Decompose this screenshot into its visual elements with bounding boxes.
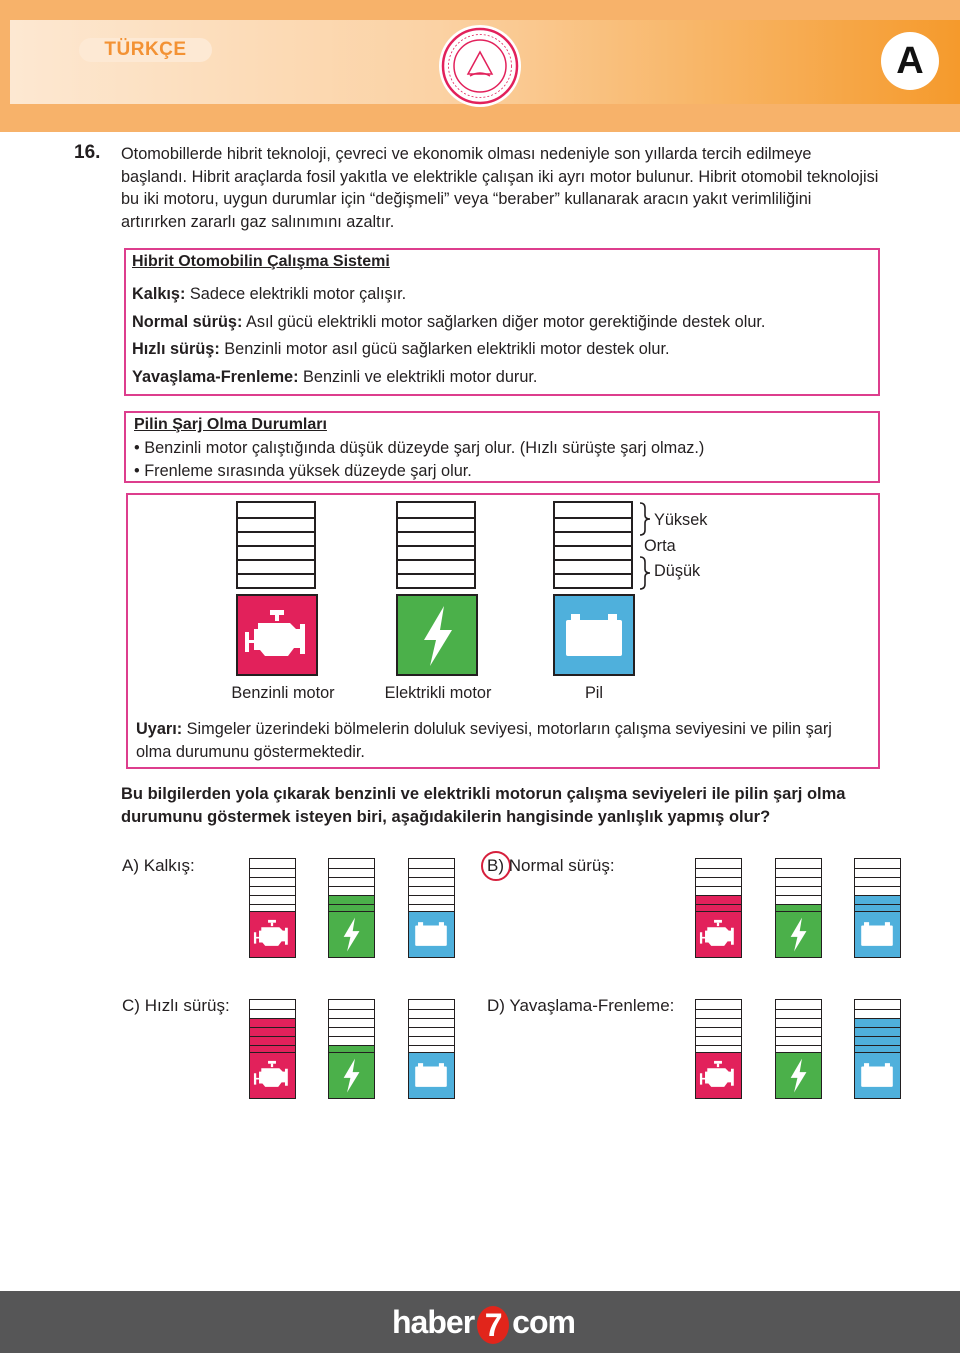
meter-segment <box>776 1036 821 1045</box>
footer-logo-left: haber <box>392 1304 475 1340</box>
footer-logo-number: 7 <box>477 1306 509 1344</box>
meter-segment <box>696 859 741 868</box>
meter-segment <box>776 868 821 877</box>
option-level-meter <box>408 858 455 914</box>
lightning-icon <box>775 911 822 958</box>
battery-icon <box>854 1052 901 1099</box>
meter-segment <box>250 1009 295 1018</box>
meter-segment <box>409 1027 454 1036</box>
meter-segment <box>250 1036 295 1045</box>
working-system-title: Hibrit Otomobilin Çalışma Sistemi <box>132 253 390 270</box>
meter-segment <box>409 895 454 904</box>
working-system-box <box>124 248 880 396</box>
meter-segment <box>329 877 374 886</box>
question-number: 16. <box>74 142 101 163</box>
meter-segment <box>855 1036 900 1045</box>
meter-segment <box>409 1018 454 1027</box>
option-level-meter <box>328 999 375 1055</box>
meter-segment <box>696 1036 741 1045</box>
meter-segment <box>329 1036 374 1045</box>
meter-segment <box>776 1009 821 1018</box>
meter-segment <box>696 1000 741 1009</box>
meter-segment <box>855 1027 900 1036</box>
engine-level-meter <box>236 501 316 589</box>
system-row-braking: Yavaşlama-Frenleme: Benzinli ve elektrikli motor durur. <box>132 368 538 386</box>
meter-segment <box>776 886 821 895</box>
level-low-label: Düşük <box>654 562 701 580</box>
engine-icon <box>695 911 742 958</box>
meter-segment <box>409 877 454 886</box>
battery-caption: Pil <box>584 684 604 702</box>
meter-segment <box>329 886 374 895</box>
level-high-label: Yüksek <box>654 511 708 529</box>
lightning-icon <box>396 594 478 676</box>
meter-segment <box>776 1000 821 1009</box>
charging-title: Pilin Şarj Olma Durumları <box>134 416 327 433</box>
question-stem: Otomobillerde hibrit teknoloji, çevreci ve ekonomik olması nedeniyle son yıllarda tercih edilmeye başlandı. Hibrit araçlarda fosil yakıtla ve elektrikle çalışan iki ayrı motor bulunur. Hibrit otomobil teknolojisi bu iki motoru, uygun durumlar için “değişmeli” veya “beraber” kullanarak aracın yakıt verimliliğini artırırken zararlı gaz salınımını azaltır. <box>121 145 879 231</box>
footer-bar <box>0 1291 960 1353</box>
legend-box <box>126 493 880 769</box>
meter-segment <box>696 1009 741 1018</box>
meter-segment <box>776 1027 821 1036</box>
option-level-meter <box>695 858 742 914</box>
meter-segment <box>329 1027 374 1036</box>
meter-segment <box>329 1000 374 1009</box>
meter-segment <box>776 1018 821 1027</box>
charging-item: • Frenleme sırasında yüksek düzeyde şarj olur. <box>134 462 472 480</box>
meter-segment <box>776 877 821 886</box>
electric-level-meter <box>396 501 476 589</box>
meter-segment <box>250 895 295 904</box>
meter-segment <box>696 886 741 895</box>
option-level-meter <box>328 858 375 914</box>
engine-icon <box>695 1052 742 1099</box>
meter-segment <box>696 895 741 904</box>
engine-caption: Benzinli motor <box>231 684 335 702</box>
meter-segment <box>409 1009 454 1018</box>
engine-icon <box>249 1052 296 1099</box>
system-row-normal: Normal sürüş: Asıl gücü elektrikli motor sağlarken diğer motor gerektiğinde destek olur. <box>132 313 766 331</box>
option-level-meter <box>854 858 901 914</box>
high-level-brace <box>638 502 652 541</box>
meter-segment <box>855 1009 900 1018</box>
footer-divider <box>0 1283 960 1286</box>
meter-segment <box>250 1027 295 1036</box>
charging-box <box>124 411 880 483</box>
meter-segment <box>409 886 454 895</box>
meter-segment <box>250 1000 295 1009</box>
meter-segment <box>855 1018 900 1027</box>
legend-warning: Uyarı: Simgeler üzerindeki bölmelerin doluluk seviyesi, motorların çalışma seviyesini ve pilin şarj olma durumunu göstermektedir. <box>136 720 832 761</box>
footer-logo <box>392 1299 575 1345</box>
meter-segment <box>250 886 295 895</box>
meter-segment <box>696 1027 741 1036</box>
meter-segment <box>855 1000 900 1009</box>
option-level-meter <box>854 999 901 1055</box>
meter-segment <box>776 859 821 868</box>
option-b-label: B) Normal sürüş: <box>487 856 615 875</box>
meter-segment <box>855 868 900 877</box>
option-level-meter <box>695 999 742 1055</box>
meter-segment <box>855 886 900 895</box>
low-level-brace <box>638 556 652 595</box>
level-mid-label: Orta <box>644 537 676 555</box>
meter-segment <box>409 868 454 877</box>
battery-icon <box>408 911 455 958</box>
meter-segment <box>409 1000 454 1009</box>
option-level-meter <box>249 858 296 914</box>
option-level-meter <box>249 999 296 1055</box>
system-row-fast: Hızlı sürüş: Benzinli motor asıl gücü sağlarken elektrikli motor destek olur. <box>132 340 670 358</box>
meter-segment <box>409 859 454 868</box>
lightning-icon <box>328 1052 375 1099</box>
ministry-seal-icon <box>438 24 522 108</box>
meter-segment <box>696 1018 741 1027</box>
meter-segment <box>855 895 900 904</box>
meter-segment <box>329 1018 374 1027</box>
option-level-meter <box>408 999 455 1055</box>
meter-segment <box>696 868 741 877</box>
booklet-type-badge: A <box>881 32 939 90</box>
subject-badge: TÜRKÇE <box>79 38 212 62</box>
charging-item: • Benzinli motor çalıştığında düşük düzeyde şarj olur. (Hızlı sürüşte şarj olmaz.) <box>134 439 705 457</box>
electric-caption: Elektrikli motor <box>384 684 492 702</box>
meter-segment <box>855 877 900 886</box>
meter-segment <box>329 859 374 868</box>
footer-logo-right: com <box>512 1304 575 1340</box>
meter-segment <box>250 877 295 886</box>
meter-segment <box>250 868 295 877</box>
lightning-icon <box>775 1052 822 1099</box>
meter-segment <box>329 868 374 877</box>
battery-icon <box>408 1052 455 1099</box>
question-prompt: Bu bilgilerden yola çıkarak benzinli ve elektrikli motorun çalışma seviyeleri ile pilin şarj olma durumunu göstermek isteyen biri, aşağıdakilerin hangisinde yanlışlık yapmış olur? <box>121 785 846 826</box>
meter-segment <box>776 895 821 904</box>
meter-segment <box>696 877 741 886</box>
meter-segment <box>855 859 900 868</box>
option-level-meter <box>775 999 822 1055</box>
battery-icon <box>854 911 901 958</box>
meter-segment <box>329 895 374 904</box>
meter-segment <box>250 1018 295 1027</box>
engine-icon <box>236 594 318 676</box>
option-d-label: D) Yavaşlama-Frenleme: <box>487 996 675 1015</box>
option-a-label: A) Kalkış: <box>122 856 195 875</box>
system-row-start: Kalkış: Sadece elektrikli motor çalışır. <box>132 285 407 303</box>
option-c-label: C) Hızlı sürüş: <box>122 996 230 1015</box>
header-divider <box>0 123 960 132</box>
meter-segment <box>409 1036 454 1045</box>
lightning-icon <box>328 911 375 958</box>
meter-segment <box>329 1009 374 1018</box>
battery-icon <box>553 594 635 676</box>
option-level-meter <box>775 858 822 914</box>
battery-level-meter <box>553 501 633 589</box>
engine-icon <box>249 911 296 958</box>
meter-segment <box>250 859 295 868</box>
